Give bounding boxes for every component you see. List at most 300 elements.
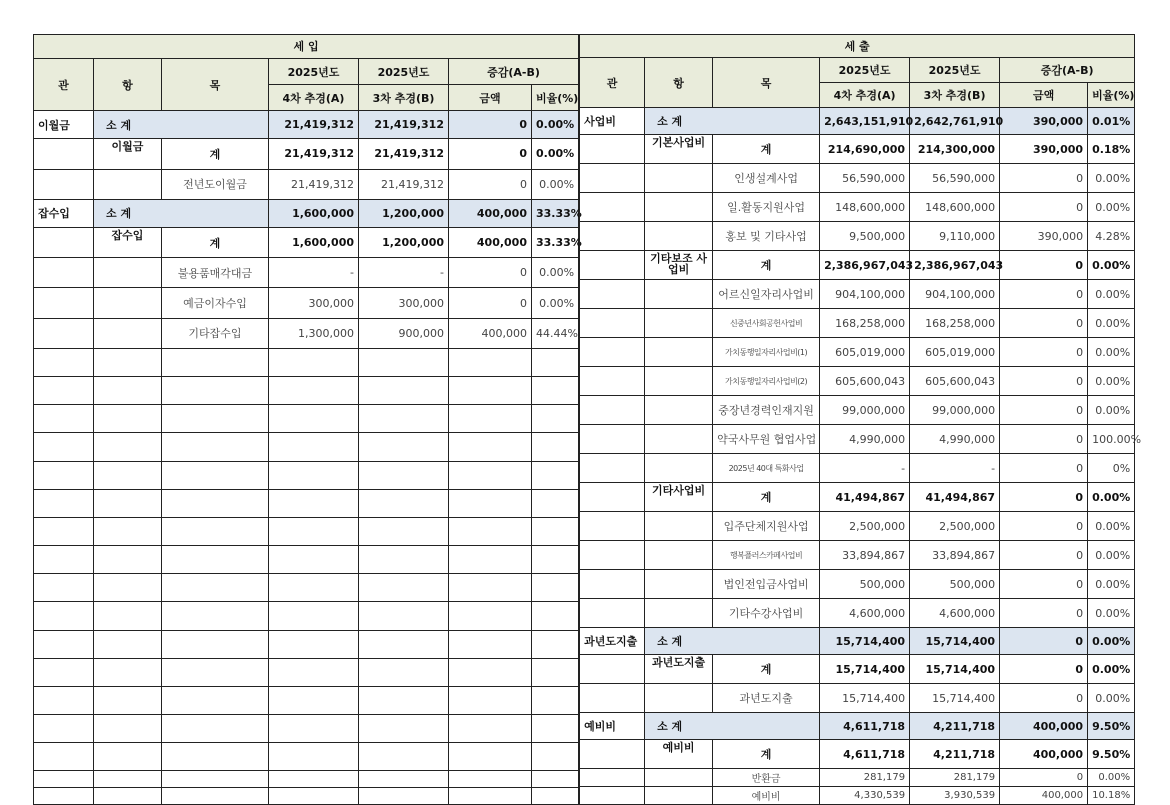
expense-cell-a: 500,000 (820, 570, 910, 599)
expense-cell-hang (645, 512, 713, 541)
expense-cell-a: 214,690,000 (820, 135, 910, 164)
expense-cell-gwan (580, 193, 645, 222)
income-cell-b: 21,419,312 (359, 111, 449, 139)
income-empty-cell (359, 686, 449, 714)
income-empty-cell (94, 461, 162, 489)
expense-cell-gwan (580, 512, 645, 541)
expense-cell-amt: 0 (1000, 628, 1088, 655)
income-empty-cell (94, 377, 162, 405)
expense-cell-b: 15,714,400 (910, 684, 1000, 713)
income-empty-cell (269, 788, 359, 805)
income-empty-cell (162, 686, 269, 714)
expense-cell-b: 33,894,867 (910, 541, 1000, 570)
expense-cell-gwan: 사업비 (580, 108, 645, 135)
expense-row (580, 164, 1135, 193)
expense-cell-hang (645, 367, 713, 396)
income-empty-cell (34, 517, 94, 545)
income-empty-cell (269, 574, 359, 602)
income-empty-cell (532, 348, 579, 376)
income-empty-cell (269, 377, 359, 405)
expense-cell-amt: 0 (1000, 512, 1088, 541)
expense-cell-b: 9,110,000 (910, 222, 1000, 251)
income-empty-cell (162, 517, 269, 545)
income-cell-hang: 이월금 (94, 139, 162, 169)
expense-cell-gwan (580, 655, 645, 684)
income-empty-cell (34, 377, 94, 405)
income-empty-cell (162, 771, 269, 788)
income-empty-cell (94, 771, 162, 788)
expense-cell-pct: 0.00% (1088, 251, 1135, 280)
expense-header-amount: 금액 (1000, 83, 1088, 108)
expense-cell-b: 4,990,000 (910, 425, 1000, 454)
income-row (34, 288, 579, 318)
income-cell-pct: 0.00% (532, 169, 579, 199)
expense-row (580, 570, 1135, 599)
expense-cell-amt: 0 (1000, 684, 1088, 713)
expense-cell-b: 99,000,000 (910, 396, 1000, 425)
income-cell-pct: 0.00% (532, 258, 579, 288)
expense-cell-mok: 가치동행일자리사업비(1) (713, 338, 820, 367)
expense-cell-a: 4,611,718 (820, 713, 910, 740)
income-cell-gwan (34, 318, 94, 348)
income-empty-cell (94, 574, 162, 602)
expense-header-a-top: 2025년도 (820, 58, 910, 83)
income-empty-row (34, 377, 579, 405)
expense-cell-gwan (580, 454, 645, 483)
expense-cell-amt: 0 (1000, 396, 1088, 425)
expense-cell-pct: 10.18% (1088, 787, 1135, 805)
income-cell-hang (94, 288, 162, 318)
income-cell-a: 1,600,000 (269, 227, 359, 257)
income-cell-pct: 0.00% (532, 288, 579, 318)
income-cell-hang (94, 169, 162, 199)
expense-cell-hang (645, 787, 713, 805)
expense-row (580, 655, 1135, 684)
income-empty-cell (269, 489, 359, 517)
income-empty-cell (359, 630, 449, 658)
expense-body (580, 108, 1142, 805)
expense-row (580, 135, 1135, 164)
expense-cell-a: 33,894,867 (820, 541, 910, 570)
income-header-amount: 금액 (449, 85, 532, 111)
expense-cell-b: - (910, 454, 1000, 483)
income-empty-cell (449, 433, 532, 461)
expense-cell-pct: 0.00% (1088, 769, 1135, 787)
income-empty-row (34, 771, 579, 788)
income-empty-cell (162, 433, 269, 461)
income-empty-cell (449, 377, 532, 405)
expense-cell-b: 2,386,967,043 (910, 251, 1000, 280)
expense-cell-pct: 0.00% (1088, 396, 1135, 425)
expense-cell-pct: 0% (1088, 454, 1135, 483)
income-empty-row (34, 686, 579, 714)
expense-cell-b: 3,930,539 (910, 787, 1000, 805)
income-cell-hang: 잡수입 (94, 227, 162, 257)
expense-cell-b: 904,100,000 (910, 280, 1000, 309)
income-empty-cell (532, 574, 579, 602)
expense-cell-b: 4,211,718 (910, 713, 1000, 740)
expense-cell-a: 41,494,867 (820, 483, 910, 512)
income-cell-a: 21,419,312 (269, 139, 359, 169)
expense-cell-b: 56,590,000 (910, 164, 1000, 193)
income-title: 세 입 (34, 35, 579, 59)
expense-cell-pct: 0.00% (1088, 599, 1135, 628)
expense-cell-hang (645, 769, 713, 787)
income-header-b-bot: 3차 추경(B) (359, 85, 449, 111)
income-empty-cell (359, 546, 449, 574)
expense-cell-mok: 예비비 (713, 787, 820, 805)
income-empty-cell (269, 546, 359, 574)
expense-cell-amt: 390,000 (1000, 222, 1088, 251)
expense-cell-amt: 400,000 (1000, 740, 1088, 769)
income-empty-cell (269, 405, 359, 433)
expense-cell-a: 15,714,400 (820, 655, 910, 684)
income-empty-cell (162, 574, 269, 602)
income-empty-cell (94, 602, 162, 630)
expense-cell-pct: 100.00% (1088, 425, 1135, 454)
expense-cell-b: 41,494,867 (910, 483, 1000, 512)
expense-cell-gwan: 예비비 (580, 713, 645, 740)
expense-row (580, 367, 1135, 396)
income-empty-cell (94, 517, 162, 545)
expense-cell-pct: 9.50% (1088, 713, 1135, 740)
income-cell-amt: 400,000 (449, 227, 532, 257)
expense-row (580, 309, 1135, 338)
expense-cell-amt: 0 (1000, 193, 1088, 222)
income-row (34, 227, 579, 257)
expense-cell-hang (645, 425, 713, 454)
expense-row (580, 338, 1135, 367)
expense-row (580, 713, 1135, 740)
income-empty-cell (34, 602, 94, 630)
expense-cell-gwan (580, 787, 645, 805)
expense-cell-amt: 0 (1000, 164, 1088, 193)
income-empty-cell (34, 771, 94, 788)
expense-cell-gwan (580, 769, 645, 787)
income-empty-cell (94, 715, 162, 743)
income-cell-amt: 0 (449, 169, 532, 199)
income-header-b-top: 2025년도 (359, 58, 449, 84)
income-cell-gwan (34, 258, 94, 288)
expense-cell-b: 4,600,000 (910, 599, 1000, 628)
income-empty-cell (359, 348, 449, 376)
income-empty-cell (269, 658, 359, 686)
expense-cell-a: 9,500,000 (820, 222, 910, 251)
income-cell-amt: 400,000 (449, 199, 532, 227)
income-empty-row (34, 574, 579, 602)
income-empty-cell (449, 517, 532, 545)
income-cell-mok: 기타잡수입 (162, 318, 269, 348)
income-empty-cell (269, 771, 359, 788)
expense-cell-pct: 0.00% (1088, 541, 1135, 570)
expense-cell-amt: 0 (1000, 454, 1088, 483)
income-empty-row (34, 658, 579, 686)
expense-cell-mok: 계 (713, 135, 820, 164)
income-cell-gwan: 잡수입 (34, 199, 94, 227)
expense-header-b-bot: 3차 추경(B) (910, 83, 1000, 108)
income-empty-cell (359, 461, 449, 489)
expense-cell-gwan (580, 396, 645, 425)
income-cell-pct: 0.00% (532, 139, 579, 169)
expense-cell-a: 605,600,043 (820, 367, 910, 396)
expense-cell-a: 15,714,400 (820, 684, 910, 713)
income-empty-cell (532, 461, 579, 489)
expense-cell-a: 4,330,539 (820, 787, 910, 805)
income-empty-cell (359, 788, 449, 805)
expense-header-hang: 항 (645, 58, 713, 108)
expense-row (580, 108, 1135, 135)
income-empty-row (34, 788, 579, 805)
income-empty-cell (34, 461, 94, 489)
income-empty-row (34, 546, 579, 574)
expense-cell-hang: 과년도지출 (645, 655, 713, 684)
expense-cell-amt: 400,000 (1000, 713, 1088, 740)
income-empty-cell (359, 771, 449, 788)
expense-cell-mok: 과년도지출 (713, 684, 820, 713)
income-cell-amt: 0 (449, 111, 532, 139)
income-empty-cell (162, 743, 269, 771)
income-empty-cell (269, 630, 359, 658)
income-empty-cell (34, 788, 94, 805)
income-header-diff: 증감(A-B) (449, 58, 579, 84)
income-empty-row (34, 715, 579, 743)
income-cell-mok: 예금이자수입 (162, 288, 269, 318)
income-cell-mok: 계 (162, 139, 269, 169)
income-empty-cell (532, 658, 579, 686)
expense-cell-gwan (580, 222, 645, 251)
expense-row (580, 769, 1135, 787)
income-cell-pct: 44.44% (532, 318, 579, 348)
expense-cell-mok: 인생설계사업 (713, 164, 820, 193)
expense-cell-gwan (580, 338, 645, 367)
expense-cell-hang (645, 570, 713, 599)
expense-cell-pct: 0.00% (1088, 512, 1135, 541)
income-empty-cell (162, 461, 269, 489)
expense-cell-subtotal-label: 소 계 (645, 108, 820, 135)
expense-row (580, 396, 1135, 425)
income-empty-row (34, 348, 579, 376)
expense-row (580, 280, 1135, 309)
expense-cell-a: 15,714,400 (820, 628, 910, 655)
expense-cell-hang: 기타보조 사업비 (645, 251, 713, 280)
income-empty-cell (359, 602, 449, 630)
expense-cell-mok: 기타수강사업비 (713, 599, 820, 628)
income-cell-b: 1,200,000 (359, 227, 449, 257)
expense-cell-pct: 0.00% (1088, 164, 1135, 193)
income-header-hang: 항 (94, 58, 162, 110)
expense-cell-pct: 0.18% (1088, 135, 1135, 164)
income-empty-cell (359, 715, 449, 743)
income-empty-cell (532, 788, 579, 805)
income-cell-hang (94, 318, 162, 348)
income-cell-amt: 0 (449, 288, 532, 318)
expense-cell-pct: 0.00% (1088, 280, 1135, 309)
expense-header-a-bot: 4차 추경(A) (820, 83, 910, 108)
expense-cell-pct: 0.00% (1088, 570, 1135, 599)
income-cell-a: 300,000 (269, 288, 359, 318)
income-empty-cell (449, 771, 532, 788)
expense-cell-amt: 0 (1000, 338, 1088, 367)
expense-header-ratio: 비율(%) (1088, 83, 1135, 108)
income-empty-cell (532, 377, 579, 405)
income-cell-gwan (34, 169, 94, 199)
expense-cell-mok: 계 (713, 655, 820, 684)
income-empty-cell (269, 686, 359, 714)
expense-cell-gwan (580, 309, 645, 338)
income-empty-cell (162, 546, 269, 574)
income-table (33, 34, 582, 805)
income-empty-cell (94, 743, 162, 771)
expense-cell-amt: 0 (1000, 655, 1088, 684)
income-cell-gwan (34, 227, 94, 257)
income-cell-hang (94, 258, 162, 288)
income-empty-cell (34, 658, 94, 686)
expense-cell-gwan (580, 164, 645, 193)
expense-cell-gwan (580, 251, 645, 280)
income-cell-a: 1,300,000 (269, 318, 359, 348)
expense-row (580, 222, 1135, 251)
expense-cell-b: 15,714,400 (910, 655, 1000, 684)
income-empty-cell (269, 348, 359, 376)
expense-row (580, 541, 1135, 570)
income-empty-cell (94, 686, 162, 714)
income-empty-cell (34, 405, 94, 433)
income-empty-cell (449, 546, 532, 574)
expense-cell-mok: 행복플러스카페사업비 (713, 541, 820, 570)
expense-cell-b: 605,019,000 (910, 338, 1000, 367)
income-empty-cell (532, 743, 579, 771)
expense-cell-gwan (580, 135, 645, 164)
expense-row (580, 684, 1135, 713)
income-empty-cell (532, 546, 579, 574)
expense-cell-b: 168,258,000 (910, 309, 1000, 338)
expense-cell-a: 99,000,000 (820, 396, 910, 425)
income-empty-cell (449, 461, 532, 489)
expense-cell-amt: 0 (1000, 483, 1088, 512)
expense-row (580, 483, 1135, 512)
income-empty-cell (162, 658, 269, 686)
expense-cell-b: 148,600,000 (910, 193, 1000, 222)
expense-cell-gwan (580, 483, 645, 512)
income-cell-amt: 0 (449, 258, 532, 288)
expense-cell-hang: 예비비 (645, 740, 713, 769)
expense-cell-a: 904,100,000 (820, 280, 910, 309)
income-empty-row (34, 517, 579, 545)
expense-cell-gwan (580, 684, 645, 713)
expense-row (580, 599, 1135, 628)
income-cell-a: 1,600,000 (269, 199, 359, 227)
expense-cell-amt: 390,000 (1000, 135, 1088, 164)
income-body (34, 111, 582, 805)
income-empty-cell (532, 715, 579, 743)
income-cell-pct: 33.33% (532, 199, 579, 227)
income-cell-b: 300,000 (359, 288, 449, 318)
expense-cell-mok: 입주단체지원사업 (713, 512, 820, 541)
expense-cell-pct: 0.00% (1088, 193, 1135, 222)
expense-cell-hang (645, 280, 713, 309)
expense-cell-amt: 390,000 (1000, 108, 1088, 135)
income-empty-cell (162, 602, 269, 630)
income-cell-amt: 400,000 (449, 318, 532, 348)
expense-cell-a: 2,500,000 (820, 512, 910, 541)
income-row (34, 199, 579, 227)
income-empty-cell (359, 433, 449, 461)
income-empty-row (34, 461, 579, 489)
income-cell-pct: 33.33% (532, 227, 579, 257)
expense-cell-mok: 반환금 (713, 769, 820, 787)
expense-title: 세 출 (580, 35, 1135, 58)
expense-cell-hang (645, 684, 713, 713)
expense-cell-mok: 홍보 및 기타사업 (713, 222, 820, 251)
expense-cell-hang (645, 541, 713, 570)
expense-row (580, 193, 1135, 222)
expense-cell-subtotal-label: 소 계 (645, 713, 820, 740)
expense-cell-amt: 0 (1000, 425, 1088, 454)
expense-cell-gwan: 과년도지출 (580, 628, 645, 655)
expense-cell-amt: 0 (1000, 367, 1088, 396)
income-row (34, 169, 579, 199)
income-empty-cell (532, 433, 579, 461)
expense-cell-amt: 0 (1000, 570, 1088, 599)
income-cell-b: 1,200,000 (359, 199, 449, 227)
income-cell-amt: 0 (449, 139, 532, 169)
income-empty-cell (94, 433, 162, 461)
income-empty-cell (94, 658, 162, 686)
expense-cell-gwan (580, 599, 645, 628)
income-row (34, 139, 579, 169)
expense-cell-a: 168,258,000 (820, 309, 910, 338)
expense-cell-a: 4,990,000 (820, 425, 910, 454)
income-empty-cell (269, 602, 359, 630)
income-empty-cell (34, 433, 94, 461)
income-empty-cell (532, 686, 579, 714)
income-cell-subtotal-label: 소 계 (94, 199, 269, 227)
income-empty-cell (359, 517, 449, 545)
expense-cell-amt: 0 (1000, 769, 1088, 787)
income-cell-gwan (34, 139, 94, 169)
expense-cell-pct: 0.00% (1088, 655, 1135, 684)
income-empty-cell (162, 630, 269, 658)
expense-cell-pct: 9.50% (1088, 740, 1135, 769)
expense-cell-a: 56,590,000 (820, 164, 910, 193)
income-empty-cell (532, 405, 579, 433)
expense-cell-a: 4,600,000 (820, 599, 910, 628)
expense-row (580, 425, 1135, 454)
income-empty-cell (359, 658, 449, 686)
income-empty-cell (162, 489, 269, 517)
income-empty-cell (269, 743, 359, 771)
income-empty-cell (34, 630, 94, 658)
expense-cell-amt: 0 (1000, 280, 1088, 309)
income-empty-cell (269, 461, 359, 489)
expense-cell-b: 4,211,718 (910, 740, 1000, 769)
income-empty-cell (449, 574, 532, 602)
income-empty-cell (449, 602, 532, 630)
expense-cell-amt: 0 (1000, 309, 1088, 338)
expense-table (579, 34, 1142, 805)
expense-cell-hang: 기본사업비 (645, 135, 713, 164)
expense-cell-pct: 0.00% (1088, 367, 1135, 396)
expense-header-gwan: 관 (580, 58, 645, 108)
income-empty-row (34, 405, 579, 433)
income-empty-cell (34, 348, 94, 376)
income-cell-gwan (34, 288, 94, 318)
income-empty-cell (34, 686, 94, 714)
income-cell-b: - (359, 258, 449, 288)
income-empty-cell (449, 686, 532, 714)
expense-cell-b: 2,642,761,910 (910, 108, 1000, 135)
expense-cell-pct: 0.00% (1088, 338, 1135, 367)
